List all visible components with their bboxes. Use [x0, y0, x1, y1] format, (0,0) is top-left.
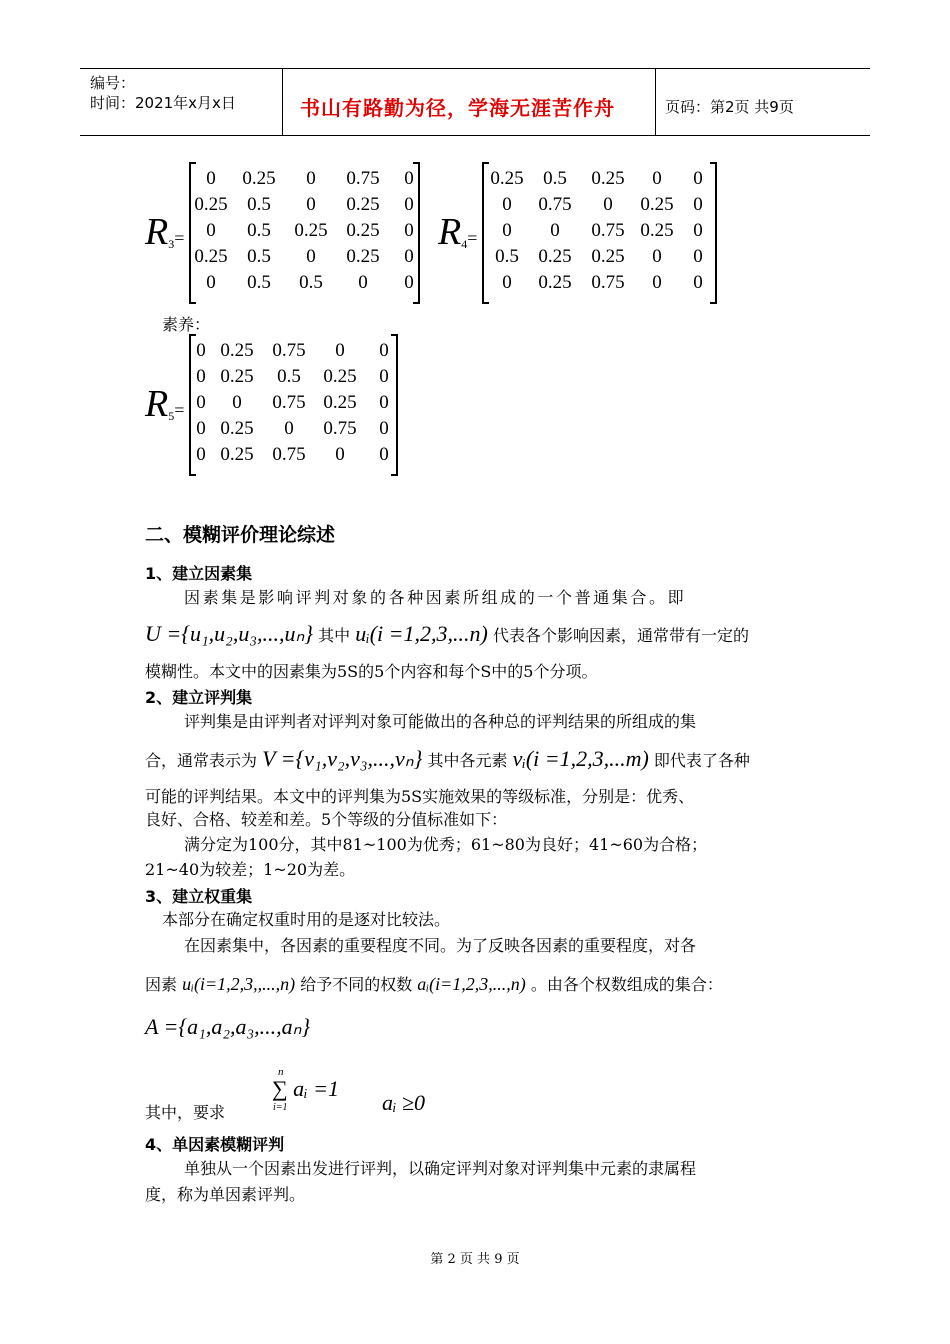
matrix-cell: 0 — [196, 340, 206, 361]
matrix-cell: 0 — [196, 392, 206, 413]
section-title: 二、模糊评价理论综述 — [145, 524, 336, 546]
formula-a-set: A ={a₁,a₂,a₃,...,aₙ} — [145, 1014, 311, 1039]
matrix-cell: 0 — [196, 444, 206, 465]
s1-rest: 代表各个影响因素，通常带有一定的 — [492, 626, 749, 645]
formula-ui-weights: uᵢ(i=1,2,3,,...,n) — [182, 974, 296, 994]
suyang-label: 素养： — [162, 315, 211, 334]
s4-line1: 单独从一个因素出发进行评判，以确定评判对象对评判集中元素的隶属程 — [184, 1159, 697, 1178]
matrix-r4-label: $R_4=$ — [438, 211, 478, 253]
header-page: 页码：第2页 共9页 — [665, 98, 794, 116]
matrix-cell: 0 — [603, 194, 613, 215]
s2-mid: 其中各元素 — [427, 751, 508, 770]
matrix-cell: 0 — [652, 272, 662, 293]
matrix-cell: 0 — [404, 272, 414, 293]
matrix-cell: 0 — [693, 272, 703, 293]
matrix-cell: 0 — [404, 168, 414, 189]
matrix-cell: 0 — [502, 220, 512, 241]
matrix-cell: 0 — [306, 246, 316, 267]
matrix-cell: 0 — [206, 272, 216, 293]
matrix-cell: 0.25 — [242, 168, 276, 189]
matrix-cell: 0 — [335, 444, 345, 465]
matrix-cell: 0.25 — [220, 366, 254, 387]
matrix-cell: 0 — [379, 444, 389, 465]
s1-mid: 其中 — [318, 626, 351, 645]
matrix-r4-bracket-right — [710, 162, 717, 304]
matrix-cell: 0 — [652, 168, 662, 189]
matrix-r3-bracket-right — [413, 162, 420, 304]
header-bottom-rule — [80, 135, 870, 136]
formula-vi: vᵢ(i =1,2,3,...m) — [512, 746, 649, 771]
formula-ui: uᵢ(i =1,2,3,...n) — [355, 621, 488, 646]
matrix-cell: 0 — [404, 220, 414, 241]
s3-line1: 本部分在确定权重时用的是逐对比较法。 — [162, 910, 451, 929]
s3-mid: 给予不同的权数 — [300, 975, 413, 994]
s3-rest: 。由各个权数组成的集合： — [530, 975, 723, 994]
matrix-cell: 0.25 — [591, 246, 625, 267]
formula-sum: ∑ aᵢ =1 — [272, 1076, 340, 1101]
s4-line2: 度，称为单因素评判。 — [145, 1185, 306, 1204]
header-date: 时间：2021年x月x日 — [90, 94, 236, 112]
s2-line4: 良好、合格、较差和差。5个等级的分值标准如下： — [145, 810, 508, 829]
header-divider-right — [655, 68, 656, 136]
header-divider-left — [282, 68, 283, 136]
matrix-cell: 0 — [502, 272, 512, 293]
s4-title: 4、单因素模糊评判 — [145, 1135, 285, 1154]
matrix-cell: 0.75 — [272, 444, 306, 465]
s2-rest: 即代表了各种 — [653, 751, 750, 770]
matrix-cell: 0 — [306, 194, 316, 215]
matrix-cell: 0.5 — [247, 246, 271, 267]
s2-line1: 评判集是由评判者对评判对象可能做出的各种总的评判结果的所组成的集 — [184, 712, 697, 731]
matrix-cell: 0.25 — [194, 246, 228, 267]
matrix-cell: 0.25 — [591, 168, 625, 189]
matrix-cell: 0 — [306, 168, 316, 189]
matrix-cell: 0.25 — [220, 418, 254, 439]
matrix-cell: 0.25 — [640, 194, 674, 215]
formula-v-set: V ={v₁,v₂,v₃,...,vₙ} — [262, 746, 423, 771]
page-footer: 第 2 页 共 9 页 — [430, 1252, 520, 1267]
matrix-cell: 0 — [502, 194, 512, 215]
matrix-cell: 0.25 — [538, 246, 572, 267]
matrix-cell: 0.75 — [346, 168, 380, 189]
matrix-r3-cells — [193, 166, 425, 296]
s2-line5: 满分定为100分，其中81~100为优秀；61~80为良好；41~60为合格； — [184, 835, 708, 854]
matrix-cell: 0 — [379, 418, 389, 439]
matrix-cell: 0 — [206, 220, 216, 241]
matrix-cell: 0 — [652, 246, 662, 267]
matrix-cell: 0 — [196, 366, 206, 387]
sum-upper-limit: n — [278, 1066, 284, 1078]
s3-title: 3、建立权重集 — [145, 887, 253, 906]
matrix-cell: 0 — [196, 418, 206, 439]
sum-lower-limit: i=1 — [273, 1102, 288, 1113]
s3-line3 — [145, 972, 723, 995]
matrix-r3-label: $R_3=$ — [145, 211, 185, 253]
matrix-r5-bracket-right — [391, 334, 398, 476]
matrix-cell: 0 — [379, 392, 389, 413]
s2-title: 2、建立评判集 — [145, 688, 253, 707]
matrix-cell: 0.25 — [323, 366, 357, 387]
s3-line2: 在因素集中，各因素的重要程度不同。为了反映各因素的重要程度，对各 — [184, 936, 697, 955]
matrix-cell: 0.75 — [272, 392, 306, 413]
matrix-cell: 0 — [379, 340, 389, 361]
matrix-cell: 0.25 — [640, 220, 674, 241]
s2-line2 — [145, 746, 750, 772]
header-number: 编号： — [90, 74, 136, 92]
matrix-cell: 0.25 — [220, 444, 254, 465]
matrix-cell: 0.5 — [495, 246, 519, 267]
formula-nonneg: aᵢ ≥0 — [382, 1090, 426, 1115]
matrix-r5-cells — [193, 338, 401, 468]
matrix-cell: 0 — [404, 246, 414, 267]
matrix-r5-label: $R_5=$ — [145, 383, 185, 425]
matrix-cell: 0.25 — [220, 340, 254, 361]
s1-line2 — [145, 621, 749, 647]
matrix-cell: 0 — [379, 366, 389, 387]
matrix-cell: 0.25 — [490, 168, 524, 189]
matrix-cell: 0.75 — [591, 272, 625, 293]
s3-pre: 因素 — [145, 975, 178, 994]
matrix-cell: 0.5 — [247, 194, 271, 215]
matrix-cell: 0.25 — [294, 220, 328, 241]
matrix-cell: 0.75 — [272, 340, 306, 361]
header-top-rule — [80, 68, 870, 69]
matrix-cell: 0 — [284, 418, 294, 439]
formula-ai: aᵢ(i=1,2,3,...,n) — [417, 974, 526, 994]
matrix-cell: 0 — [232, 392, 242, 413]
matrix-cell: 0 — [358, 272, 368, 293]
header-motto: 书山有路勤为径，学海无涯苦作舟 — [300, 96, 615, 120]
matrix-cell: 0.5 — [299, 272, 323, 293]
matrix-cell: 0 — [206, 168, 216, 189]
matrix-cell: 0.75 — [538, 194, 572, 215]
matrix-cell: 0.25 — [346, 246, 380, 267]
formula-u-set: U ={u₁,u₂,u₃,...,uₙ} — [145, 621, 314, 646]
matrix-cell: 0 — [550, 220, 560, 241]
matrix-cell: 0 — [693, 168, 703, 189]
s2-line3: 可能的评判结果。本文中的评判集为5S实施效果的等级标准，分别是：优秀、 — [145, 787, 695, 806]
matrix-r4-cells — [486, 166, 716, 296]
s1-line1: 因素集是影响评判对象的各种因素所组成的一个普通集合。即 — [184, 588, 687, 607]
matrix-cell: 0.25 — [323, 392, 357, 413]
matrix-cell: 0.5 — [277, 366, 301, 387]
matrix-cell: 0.25 — [346, 220, 380, 241]
s2-line6: 21~40为较差；1~20为差。 — [145, 860, 356, 879]
matrix-cell: 0.5 — [247, 220, 271, 241]
matrix-cell: 0 — [335, 340, 345, 361]
matrix-cell: 0.5 — [247, 272, 271, 293]
s1-line3: 模糊性。本文中的因素集为5S的5个内容和每个S中的5个分项。 — [145, 662, 598, 681]
matrix-cell: 0.75 — [591, 220, 625, 241]
matrix-cell: 0 — [404, 194, 414, 215]
matrix-cell: 0.5 — [543, 168, 567, 189]
matrix-cell: 0 — [693, 194, 703, 215]
matrix-cell: 0 — [693, 220, 703, 241]
s2-pre: 合，通常表示为 — [145, 751, 258, 770]
matrix-cell: 0.75 — [323, 418, 357, 439]
matrix-cell: 0.25 — [538, 272, 572, 293]
s1-title: 1、建立因素集 — [145, 564, 253, 583]
matrix-cell: 0 — [693, 246, 703, 267]
matrix-cell: 0.25 — [194, 194, 228, 215]
s3-req-label: 其中，要求 — [145, 1103, 226, 1122]
matrix-cell: 0.25 — [346, 194, 380, 215]
